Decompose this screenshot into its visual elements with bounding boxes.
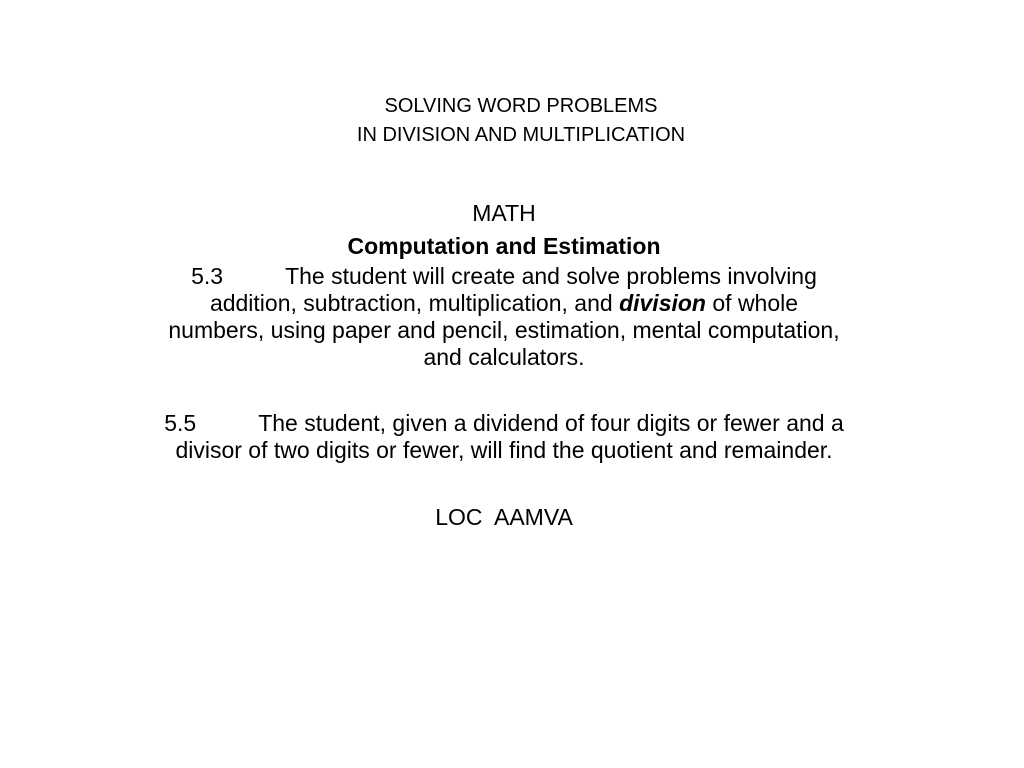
sol-5-5-text: The student, given a dividend of four digits or fewer and a divisor of two digits or fewer, will find the quotient and remainder. bbox=[175, 410, 844, 463]
sol-5-3-text-before: The student will create and solve problems involving addition, subtraction, multiplication, and bbox=[209, 263, 817, 316]
sol-5-3 bbox=[160, 263, 848, 371]
title-line-1: SOLVING WORD PROBLEMS bbox=[384, 95, 658, 117]
title-line-2: IN DIVISION AND MULTIPLICATION bbox=[356, 124, 686, 146]
sol-5-5-number: 5.5 bbox=[164, 410, 197, 436]
slide-title bbox=[0, 92, 1024, 150]
sol-5-3-number: 5.3 bbox=[191, 263, 224, 289]
sol-5-5 bbox=[160, 410, 848, 464]
slide-body bbox=[160, 197, 848, 531]
sol-5-3-text-after: of whole numbers, using paper and pencil, estimation, mental computation, and calculators. bbox=[168, 290, 840, 370]
sol-5-3-emphasis: division bbox=[619, 290, 706, 316]
loc-footer: LOC AAMVA bbox=[435, 504, 573, 530]
strand-heading: Computation and Estimation bbox=[347, 233, 661, 259]
subject-heading: MATH bbox=[472, 200, 536, 226]
